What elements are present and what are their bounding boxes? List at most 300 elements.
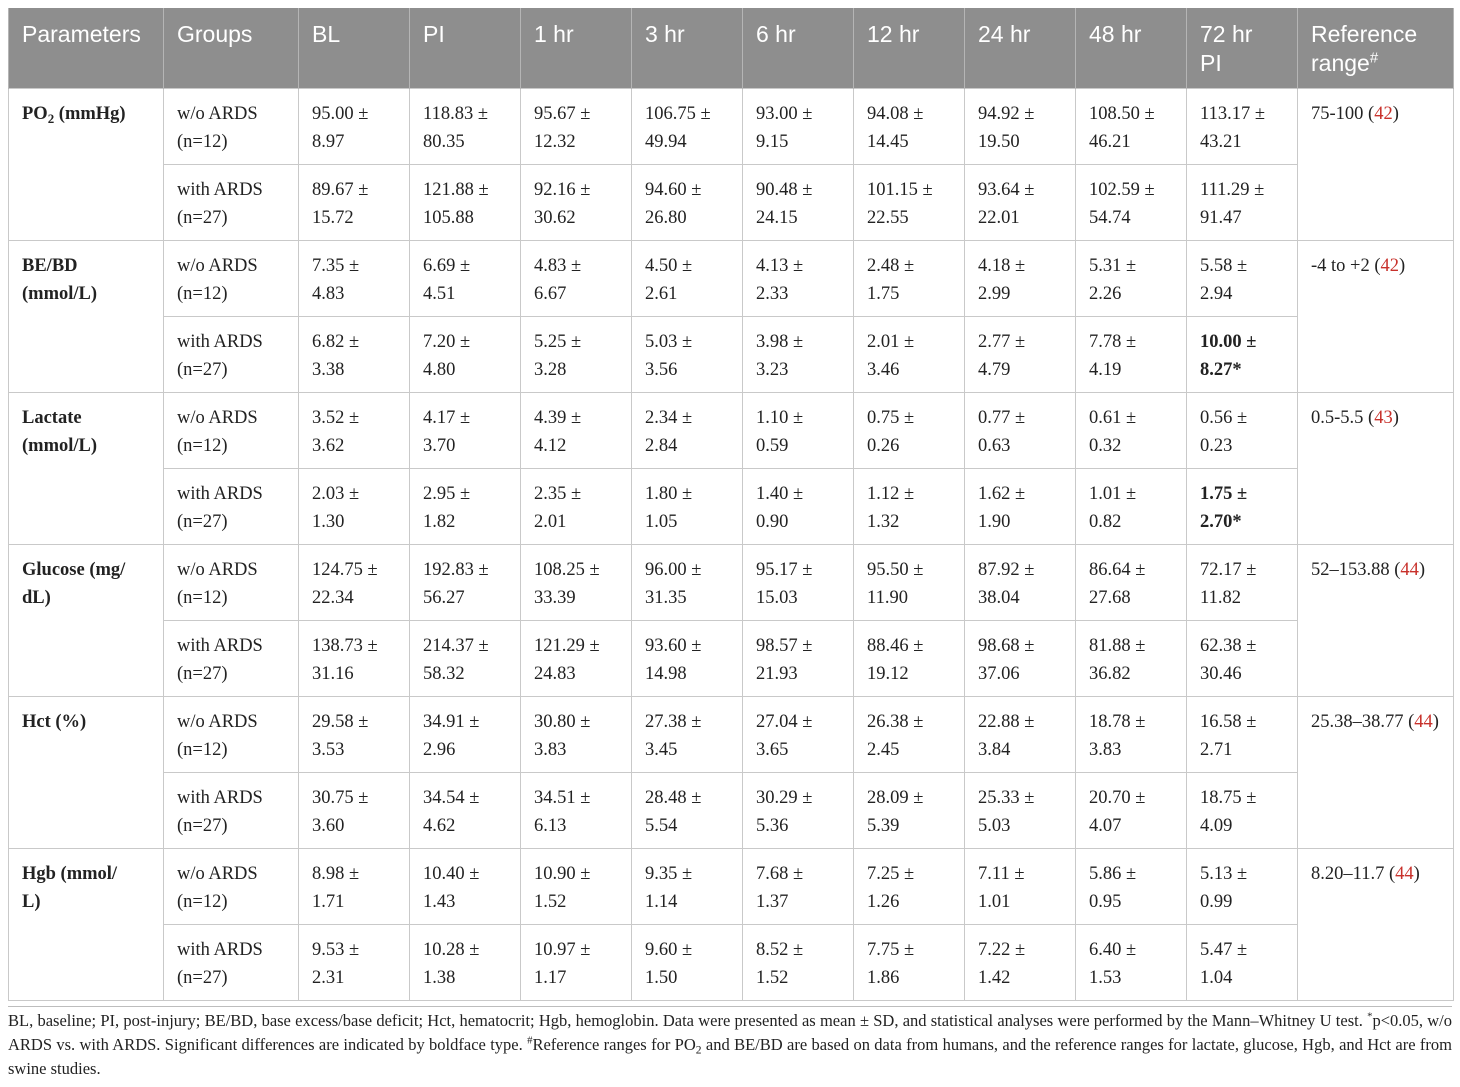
value-cell [521,697,632,773]
value-mean: 29.58 ± [312,712,369,732]
group-label: w/o ARDS [177,712,258,732]
value-cell [521,393,632,469]
value-mean: 108.25 ± [534,560,600,580]
value-cell [521,469,632,545]
reference-range-text: -4 to +2 ( [1311,256,1381,276]
value-sd: 1.38 [423,967,456,988]
value-mean: 10.90 ± [534,864,591,884]
header-72hr-line2: PI [1200,50,1222,76]
group-count: (n=27) [177,359,228,380]
value-mean: 81.88 ± [1089,636,1146,656]
value-cell [410,697,521,773]
reference-range-close: ) [1413,864,1420,884]
value-sd: 3.46 [867,359,900,380]
value-mean: 2.01 ± [867,332,915,352]
value-mean: 10.28 ± [423,940,480,960]
value-cell [521,241,632,317]
value-cell [965,621,1076,697]
value-cell [743,925,854,1001]
value-mean: 6.82 ± [312,332,360,352]
value-cell [1076,165,1187,241]
value-mean: 28.48 ± [645,788,702,808]
value-sd: 2.99 [978,283,1011,304]
group-cell [164,393,299,469]
value-sd: 4.19 [1089,359,1122,380]
value-cell [965,697,1076,773]
value-cell [632,545,743,621]
value-cell [521,925,632,1001]
value-sd: 30.46 [1200,663,1242,684]
value-sd: 6.67 [534,283,567,304]
group-count: (n=12) [177,739,228,760]
value-cell [965,393,1076,469]
header-72hr [1187,8,1298,89]
value-sd: 2.31 [312,967,345,988]
value-sd: 1.50 [645,967,678,988]
value-mean: 27.38 ± [645,712,702,732]
value-cell [743,393,854,469]
value-mean: 7.20 ± [423,332,471,352]
value-mean: 92.16 ± [534,180,591,200]
value-mean: 0.75 ± [867,408,915,428]
value-cell [1187,393,1298,469]
parameter-name: Lactate [22,408,82,428]
value-sd: 1.04 [1200,967,1233,988]
value-sd: 1.82 [423,511,456,532]
header-parameters: Parameters [9,8,164,89]
group-count: (n=27) [177,663,228,684]
value-sd: 3.65 [756,739,789,760]
group-label: with ARDS [177,484,263,504]
value-sd: 6.13 [534,815,567,836]
parameter-cell [9,545,164,697]
value-cell [410,165,521,241]
table-row [9,773,1454,849]
value-sd: 4.09 [1200,815,1233,836]
value-mean: 95.67 ± [534,104,591,124]
header-ref-mark: # [1369,49,1379,67]
value-mean: 111.29 ± [1200,180,1265,200]
value-cell [632,393,743,469]
table-row [9,241,1454,317]
value-sd: 1.86 [867,967,900,988]
value-sd: 2.84 [645,435,678,456]
value-cell [521,89,632,165]
value-mean: 4.83 ± [534,256,582,276]
value-mean: 72.17 ± [1200,560,1257,580]
value-cell [299,925,410,1001]
value-sd: 0.32 [1089,435,1122,456]
value-mean: 138.73 ± [312,636,378,656]
value-sd: 22.01 [978,207,1020,228]
group-count: (n=12) [177,131,228,152]
value-sd: 3.53 [312,739,345,760]
value-sd: 19.50 [978,131,1020,152]
value-sd: 15.72 [312,207,354,228]
value-sd: 27.68 [1089,587,1131,608]
value-cell [854,393,965,469]
value-mean: 0.77 ± [978,408,1026,428]
value-mean: 3.52 ± [312,408,360,428]
table-row [9,317,1454,393]
value-mean: 93.64 ± [978,180,1035,200]
value-mean: 108.50 ± [1089,104,1155,124]
value-sd: 1.30 [312,511,345,532]
citation-link[interactable]: 42 [1380,256,1400,276]
group-label: w/o ARDS [177,256,258,276]
value-sd: 14.45 [867,131,909,152]
table-body [9,89,1454,1001]
value-sd: 4.12 [534,435,567,456]
table-footnote [8,1006,1452,1081]
header-12hr: 12 hr [854,8,965,89]
value-cell [743,89,854,165]
group-count: (n=27) [177,511,228,532]
value-sd: 46.21 [1089,131,1131,152]
value-mean: 16.58 ± [1200,712,1257,732]
value-cell [410,317,521,393]
table-row [9,165,1454,241]
reference-range-text: 8.20–11.7 ( [1311,864,1396,884]
value-cell [521,621,632,697]
value-sd: 26.80 [645,207,687,228]
value-cell [521,849,632,925]
value-cell [632,469,743,545]
value-cell [410,241,521,317]
value-cell [1076,925,1187,1001]
value-mean: 9.35 ± [645,864,693,884]
value-cell [965,89,1076,165]
value-cell [521,545,632,621]
value-mean: 2.48 ± [867,256,915,276]
value-mean: 7.11 ± [978,864,1025,884]
value-mean: 1.62 ± [978,484,1026,504]
value-mean: 94.92 ± [978,104,1035,124]
value-mean: 9.60 ± [645,940,693,960]
value-sd: 11.82 [1200,587,1241,608]
value-mean: 7.22 ± [978,940,1026,960]
parameter-name: Glucose (mg/ [22,560,126,580]
value-sd: 54.74 [1089,207,1131,228]
reference-range-close: ) [1392,408,1399,428]
value-sd: 1.32 [867,511,900,532]
table-row [9,545,1454,621]
value-mean: 5.13 ± [1200,864,1248,884]
footnote-part2: p<0.05, w/o ARDS vs. with ARDS. Significant differences are indicated by boldface type. [8,1011,1452,1054]
value-cell [410,621,521,697]
value-sd: 0.59 [756,435,789,456]
citation-link[interactable]: 42 [1374,104,1393,124]
group-label: with ARDS [177,788,263,808]
value-cell [1187,89,1298,165]
value-sd: 1.37 [756,891,789,912]
value-cell [965,317,1076,393]
value-sd: 4.79 [978,359,1011,380]
value-mean: 95.17 ± [756,560,813,580]
value-mean: 27.04 ± [756,712,813,732]
reference-range-text: 0.5-5.5 ( [1311,408,1375,428]
parameter-unit: (mmol/L) [22,435,98,456]
value-cell [299,697,410,773]
value-sd: 3.83 [534,739,567,760]
value-cell [1076,317,1187,393]
value-mean: 25.33 ± [978,788,1035,808]
value-mean: 1.40 ± [756,484,804,504]
value-sd: 1.14 [645,891,678,912]
value-cell [410,393,521,469]
value-sd: 2.33 [756,283,789,304]
value-cell [1187,925,1298,1001]
value-mean: 2.34 ± [645,408,693,428]
group-cell [164,469,299,545]
header-bl: BL [299,8,410,89]
group-label: with ARDS [177,180,263,200]
value-mean: 20.70 ± [1089,788,1146,808]
value-cell [743,697,854,773]
footnote-part1: BL, baseline; PI, post-injury; BE/BD, base excess/base deficit; Hct, hematocrit; Hgb, hemoglobin. Data were presented as mean ± SD, and statistical analyses were performed by the Mann–Whitney U test. [8,1011,1368,1030]
header-6hr: 6 hr [743,8,854,89]
value-sd: 4.51 [423,283,456,304]
value-mean: 2.77 ± [978,332,1026,352]
value-cell [1187,773,1298,849]
value-mean: 2.35 ± [534,484,582,504]
value-sd: 2.70* [1200,511,1242,532]
value-mean: 28.09 ± [867,788,924,808]
value-cell [410,773,521,849]
value-cell [632,317,743,393]
value-sd: 8.27* [1200,359,1242,380]
header-72hr-line1: 72 hr [1200,21,1253,47]
value-cell [632,165,743,241]
footnote-hash: # [527,1034,533,1047]
citation-link[interactable]: 44 [1400,560,1419,580]
value-cell [1187,545,1298,621]
value-mean: 121.88 ± [423,180,489,200]
value-cell [1076,241,1187,317]
value-cell [854,621,965,697]
group-cell [164,773,299,849]
reference-range-cell [1298,545,1454,697]
footnote-star: * [1367,1010,1373,1023]
value-cell [521,773,632,849]
value-mean: 18.75 ± [1200,788,1257,808]
value-cell [965,773,1076,849]
value-mean: 90.48 ± [756,180,813,200]
group-count: (n=12) [177,891,228,912]
reference-range-close: ) [1418,560,1426,580]
value-sd: 0.99 [1200,891,1233,912]
reference-range-close: ) [1392,104,1399,124]
value-sd: 2.26 [1089,283,1122,304]
value-sd: 37.06 [978,663,1020,684]
value-mean: 89.67 ± [312,180,369,200]
table-row [9,89,1454,165]
value-mean: 26.38 ± [867,712,924,732]
value-cell [299,241,410,317]
group-label: w/o ARDS [177,104,258,124]
value-mean: 34.54 ± [423,788,480,808]
group-cell [164,241,299,317]
value-mean: 113.17 ± [1200,104,1265,124]
value-sd: 1.75 [867,283,900,304]
parameter-cell [9,241,164,393]
value-mean: 10.97 ± [534,940,591,960]
value-cell [743,621,854,697]
value-sd: 2.96 [423,739,456,760]
value-mean: 5.25 ± [534,332,582,352]
table-row [9,849,1454,925]
value-sd: 43.21 [1200,131,1242,152]
value-cell [965,849,1076,925]
value-cell [743,469,854,545]
header-groups: Groups [164,8,299,89]
parameter-unit: (mmol/L) [22,283,98,304]
value-sd: 22.34 [312,587,354,608]
value-mean: 5.31 ± [1089,256,1137,276]
value-sd: 21.93 [756,663,798,684]
value-cell [632,849,743,925]
value-sd: 1.26 [867,891,900,912]
value-mean: 22.88 ± [978,712,1035,732]
value-cell [632,925,743,1001]
value-sd: 2.71 [1200,739,1233,760]
value-cell [965,545,1076,621]
header-row [9,8,1454,89]
value-sd: 36.82 [1089,663,1131,684]
value-sd: 5.03 [978,815,1011,836]
value-mean: 8.52 ± [756,940,804,960]
value-sd: 1.71 [312,891,345,912]
value-sd: 1.42 [978,967,1011,988]
value-sd: 24.83 [534,663,576,684]
value-sd: 0.23 [1200,435,1233,456]
value-mean: 0.56 ± [1200,408,1248,428]
value-mean: 95.00 ± [312,104,369,124]
value-sd: 0.82 [1089,511,1122,532]
value-cell [410,89,521,165]
group-label: w/o ARDS [177,560,258,580]
reference-range-cell [1298,849,1454,1001]
value-mean: 3.98 ± [756,332,804,352]
value-cell [854,241,965,317]
value-cell [299,773,410,849]
value-mean: 30.29 ± [756,788,813,808]
value-cell [854,469,965,545]
citation-link[interactable]: 44 [1414,712,1433,732]
value-cell [299,165,410,241]
value-mean: 192.83 ± [423,560,489,580]
value-mean: 93.60 ± [645,636,702,656]
value-cell [1076,89,1187,165]
value-sd: 19.12 [867,663,909,684]
reference-range-close: ) [1432,712,1439,732]
value-mean: 4.13 ± [756,256,804,276]
group-cell [164,545,299,621]
group-cell [164,849,299,925]
reference-range-cell [1298,89,1454,241]
value-cell [965,165,1076,241]
value-mean: 7.78 ± [1089,332,1137,352]
value-mean: 7.68 ± [756,864,804,884]
reference-range-text: 75-100 ( [1311,104,1375,124]
value-sd: 3.60 [312,815,345,836]
value-mean: 8.98 ± [312,864,360,884]
value-sd: 1.05 [645,511,678,532]
parameter-cell [9,89,164,241]
parameter-cell [9,849,164,1001]
value-sd: 4.80 [423,359,456,380]
value-sd: 1.52 [756,967,789,988]
table-container [8,8,1452,1001]
value-cell [1076,393,1187,469]
header-1hr: 1 hr [521,8,632,89]
value-mean: 101.15 ± [867,180,933,200]
citation-link[interactable]: 43 [1374,408,1393,428]
value-mean: 121.29 ± [534,636,600,656]
value-cell [1076,773,1187,849]
value-mean: 7.75 ± [867,940,915,960]
header-ref-line1: Reference [1311,21,1418,47]
value-sd: 31.35 [645,587,687,608]
value-cell [1076,849,1187,925]
value-cell [299,849,410,925]
value-mean: 6.40 ± [1089,940,1137,960]
value-cell [410,849,521,925]
reference-range-cell [1298,393,1454,545]
value-sd: 0.95 [1089,891,1122,912]
parameter-cell [9,697,164,849]
table-row [9,621,1454,697]
value-mean: 106.75 ± [645,104,711,124]
value-cell [632,621,743,697]
value-cell [965,241,1076,317]
value-mean: 0.61 ± [1089,408,1137,428]
value-mean: 1.12 ± [867,484,915,504]
reference-range-cell [1298,697,1454,849]
value-cell [632,697,743,773]
value-sd: 2.45 [867,739,900,760]
header-pi: PI [410,8,521,89]
value-sd: 1.43 [423,891,456,912]
value-sd: 3.83 [1089,739,1122,760]
header-reference [1298,8,1454,89]
value-cell [854,545,965,621]
value-cell [632,241,743,317]
value-mean: 34.91 ± [423,712,480,732]
header-ref-line2: range [1311,50,1370,76]
value-mean: 2.03 ± [312,484,360,504]
value-mean: 4.17 ± [423,408,471,428]
parameter-name: Hgb (mmol/ [22,864,118,884]
value-sd: 56.27 [423,587,465,608]
reference-range-text: 52–153.88 ( [1311,560,1401,580]
value-mean: 5.58 ± [1200,256,1248,276]
value-sd: 30.62 [534,207,576,228]
group-label: w/o ARDS [177,408,258,428]
value-sd: 0.26 [867,435,900,456]
value-cell [743,773,854,849]
value-mean: 34.51 ± [534,788,591,808]
value-cell [854,89,965,165]
group-label: with ARDS [177,332,263,352]
group-count: (n=27) [177,967,228,988]
value-mean: 4.39 ± [534,408,582,428]
value-sd: 31.16 [312,663,354,684]
citation-link[interactable]: 44 [1395,864,1414,884]
value-sd: 15.03 [756,587,798,608]
header-48hr: 48 hr [1076,8,1187,89]
value-mean: 1.75 ± [1200,484,1248,504]
